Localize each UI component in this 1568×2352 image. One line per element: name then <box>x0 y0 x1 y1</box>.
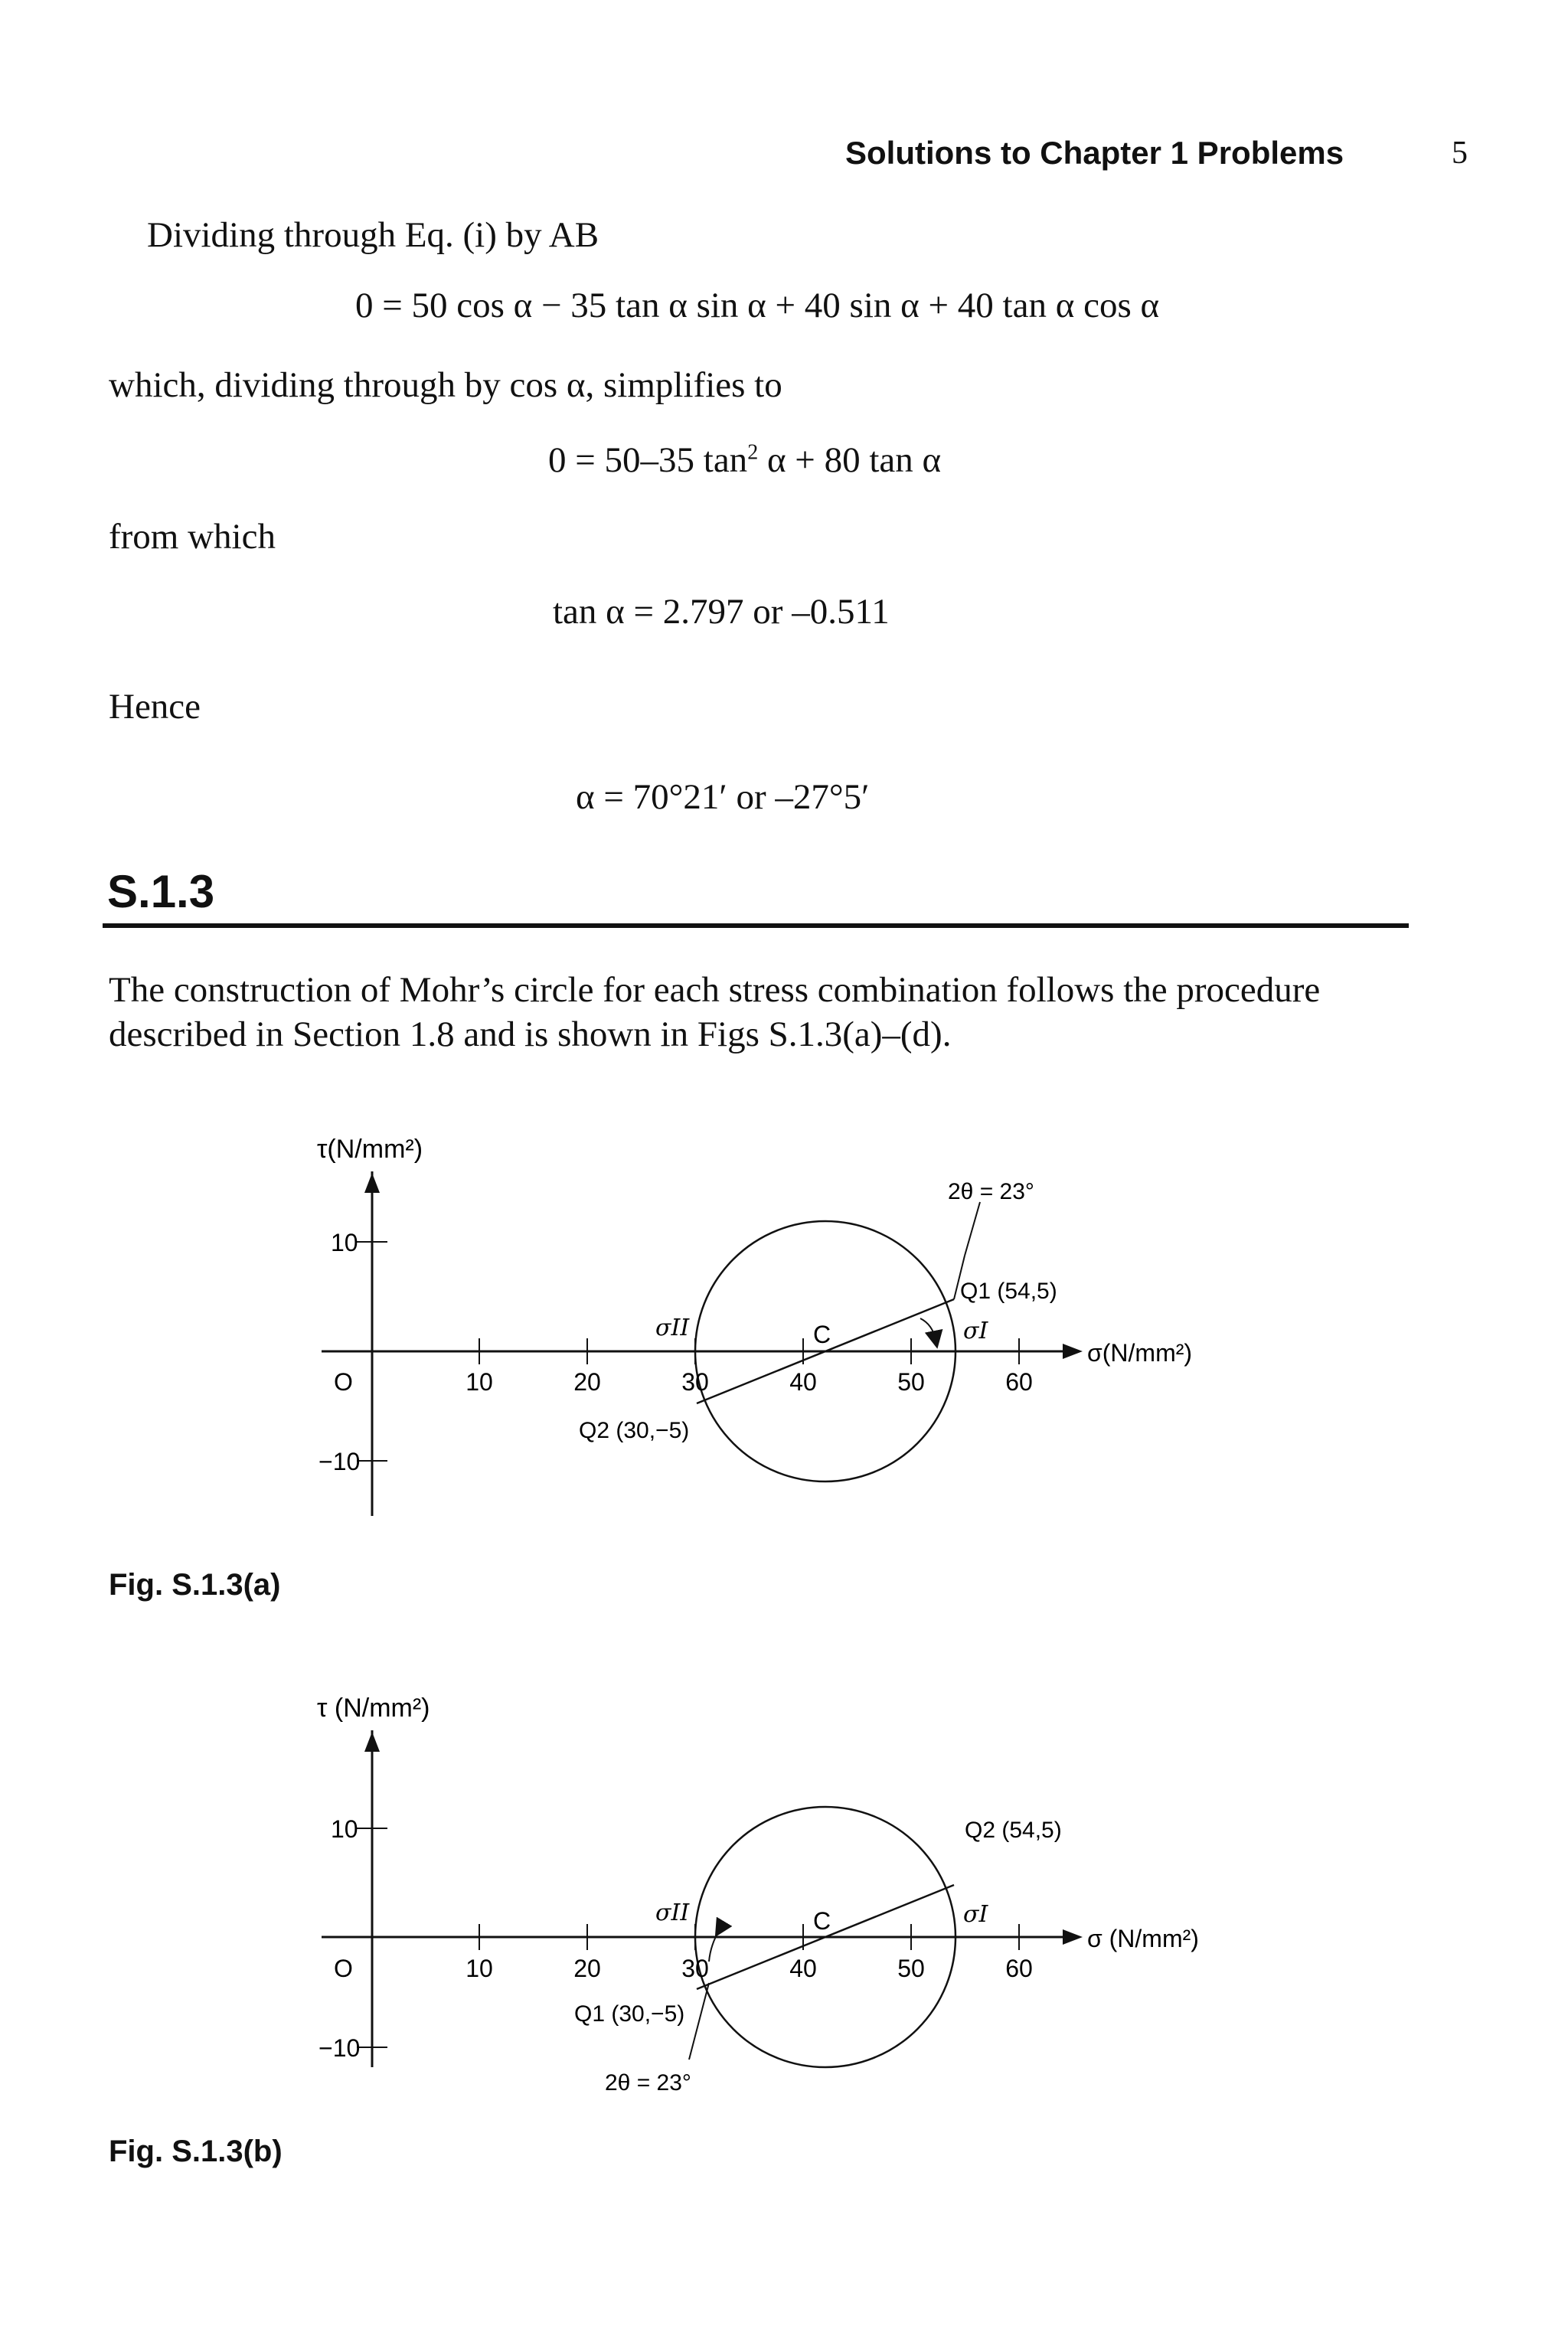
sigma-II-label: σII <box>655 1315 690 1341</box>
equation-4: α = 70°21′ or –27°5′ <box>576 777 870 817</box>
equation-1 <box>355 285 1159 326</box>
mohr-circle-figure-b <box>291 1677 1240 2105</box>
mohr-circle-figure-a <box>291 1118 1240 1531</box>
y-axis-label: τ(N/mm²) <box>317 1135 423 1164</box>
angle-arc <box>709 1929 720 1962</box>
x-tick-label: 30 <box>681 1955 709 1982</box>
sigma-axis-arrow <box>1063 1929 1083 1945</box>
intro-line: Dividing through Eq. (i) by AB <box>147 215 599 255</box>
origin-label: O <box>334 1368 353 1396</box>
equation-2-pre: 0 = 50–35 tan <box>548 440 748 480</box>
line-hence: Hence <box>109 687 201 727</box>
tau-axis-arrow <box>364 1732 380 1752</box>
figure-b-caption: Fig. S.1.3(b) <box>109 2135 283 2168</box>
x-axis-label: σ(N/mm²) <box>1087 1339 1193 1367</box>
x-tick-label: 50 <box>897 1955 925 1982</box>
upper-point-label: Q1 (54,5) <box>960 1279 1057 1304</box>
angle-leader-2 <box>965 1202 980 1256</box>
equation-2-sup: 2 <box>747 440 759 465</box>
angle-label: 2θ = 23° <box>948 1179 1034 1204</box>
y-tick-label-10: 10 <box>331 1815 358 1843</box>
section-rule <box>103 923 1409 928</box>
sigma-I-label: σI <box>963 1901 988 1928</box>
upper-point-label: Q2 (54,5) <box>965 1818 1062 1843</box>
figure-a-caption: Fig. S.1.3(a) <box>109 1568 281 1602</box>
origin-label: O <box>334 1955 353 1982</box>
x-tick-label: 30 <box>681 1368 709 1396</box>
x-tick-label: 40 <box>789 1368 817 1396</box>
angle-leader <box>689 1983 709 2060</box>
center-label: C <box>813 1907 831 1935</box>
section-title: S.1.3 <box>107 866 215 917</box>
page-number: 5 <box>1452 136 1468 171</box>
center-label: C <box>813 1321 831 1348</box>
section-paragraph: The construction of Mohr’s circle for each stress combination follows the procedure described in Section 1.8 and is shown in Figs S.1.3(a)–(d). <box>109 970 1321 1054</box>
sigma-axis-arrow <box>1063 1344 1083 1359</box>
line-simplifies: which, dividing through by cos α, simplifies to <box>109 365 782 405</box>
equation-2 <box>548 439 941 481</box>
tau-axis-arrow <box>364 1173 380 1193</box>
equation-1-text: 0 = 50 cos α − 35 tan α sin α + 40 sin α + 40 tan α cos α <box>355 286 1160 325</box>
running-header: Solutions to Chapter 1 Problems <box>845 135 1344 171</box>
equation-2-post: α + 80 tan α <box>758 440 942 480</box>
x-tick-label: 40 <box>789 1955 817 1982</box>
angle-label: 2θ = 23° <box>605 2070 691 2096</box>
x-tick-label: 10 <box>466 1368 493 1396</box>
line-from-which: from which <box>109 517 276 557</box>
x-tick-label: 20 <box>573 1368 601 1396</box>
x-tick-label: 20 <box>573 1955 601 1982</box>
x-tick-label: 60 <box>1005 1368 1033 1396</box>
x-tick-label: 10 <box>466 1955 493 1982</box>
y-tick-label-10: 10 <box>331 1229 358 1256</box>
lower-point-label: Q1 (30,−5) <box>574 2001 685 2027</box>
x-tick-label: 60 <box>1005 1955 1033 1982</box>
y-tick-label-minus-10: −10 <box>318 1448 361 1475</box>
x-tick-label: 50 <box>897 1368 925 1396</box>
angle-arc <box>920 1318 936 1340</box>
sigma-I-label: σI <box>963 1318 988 1344</box>
sigma-II-label: σII <box>655 1900 690 1926</box>
y-tick-label-minus-10: −10 <box>318 2034 361 2062</box>
y-axis-label: τ (N/mm²) <box>317 1694 430 1723</box>
equation-3: tan α = 2.797 or –0.511 <box>553 592 890 632</box>
x-axis-label: σ (N/mm²) <box>1087 1925 1199 1952</box>
lower-point-label: Q2 (30,−5) <box>579 1418 690 1443</box>
